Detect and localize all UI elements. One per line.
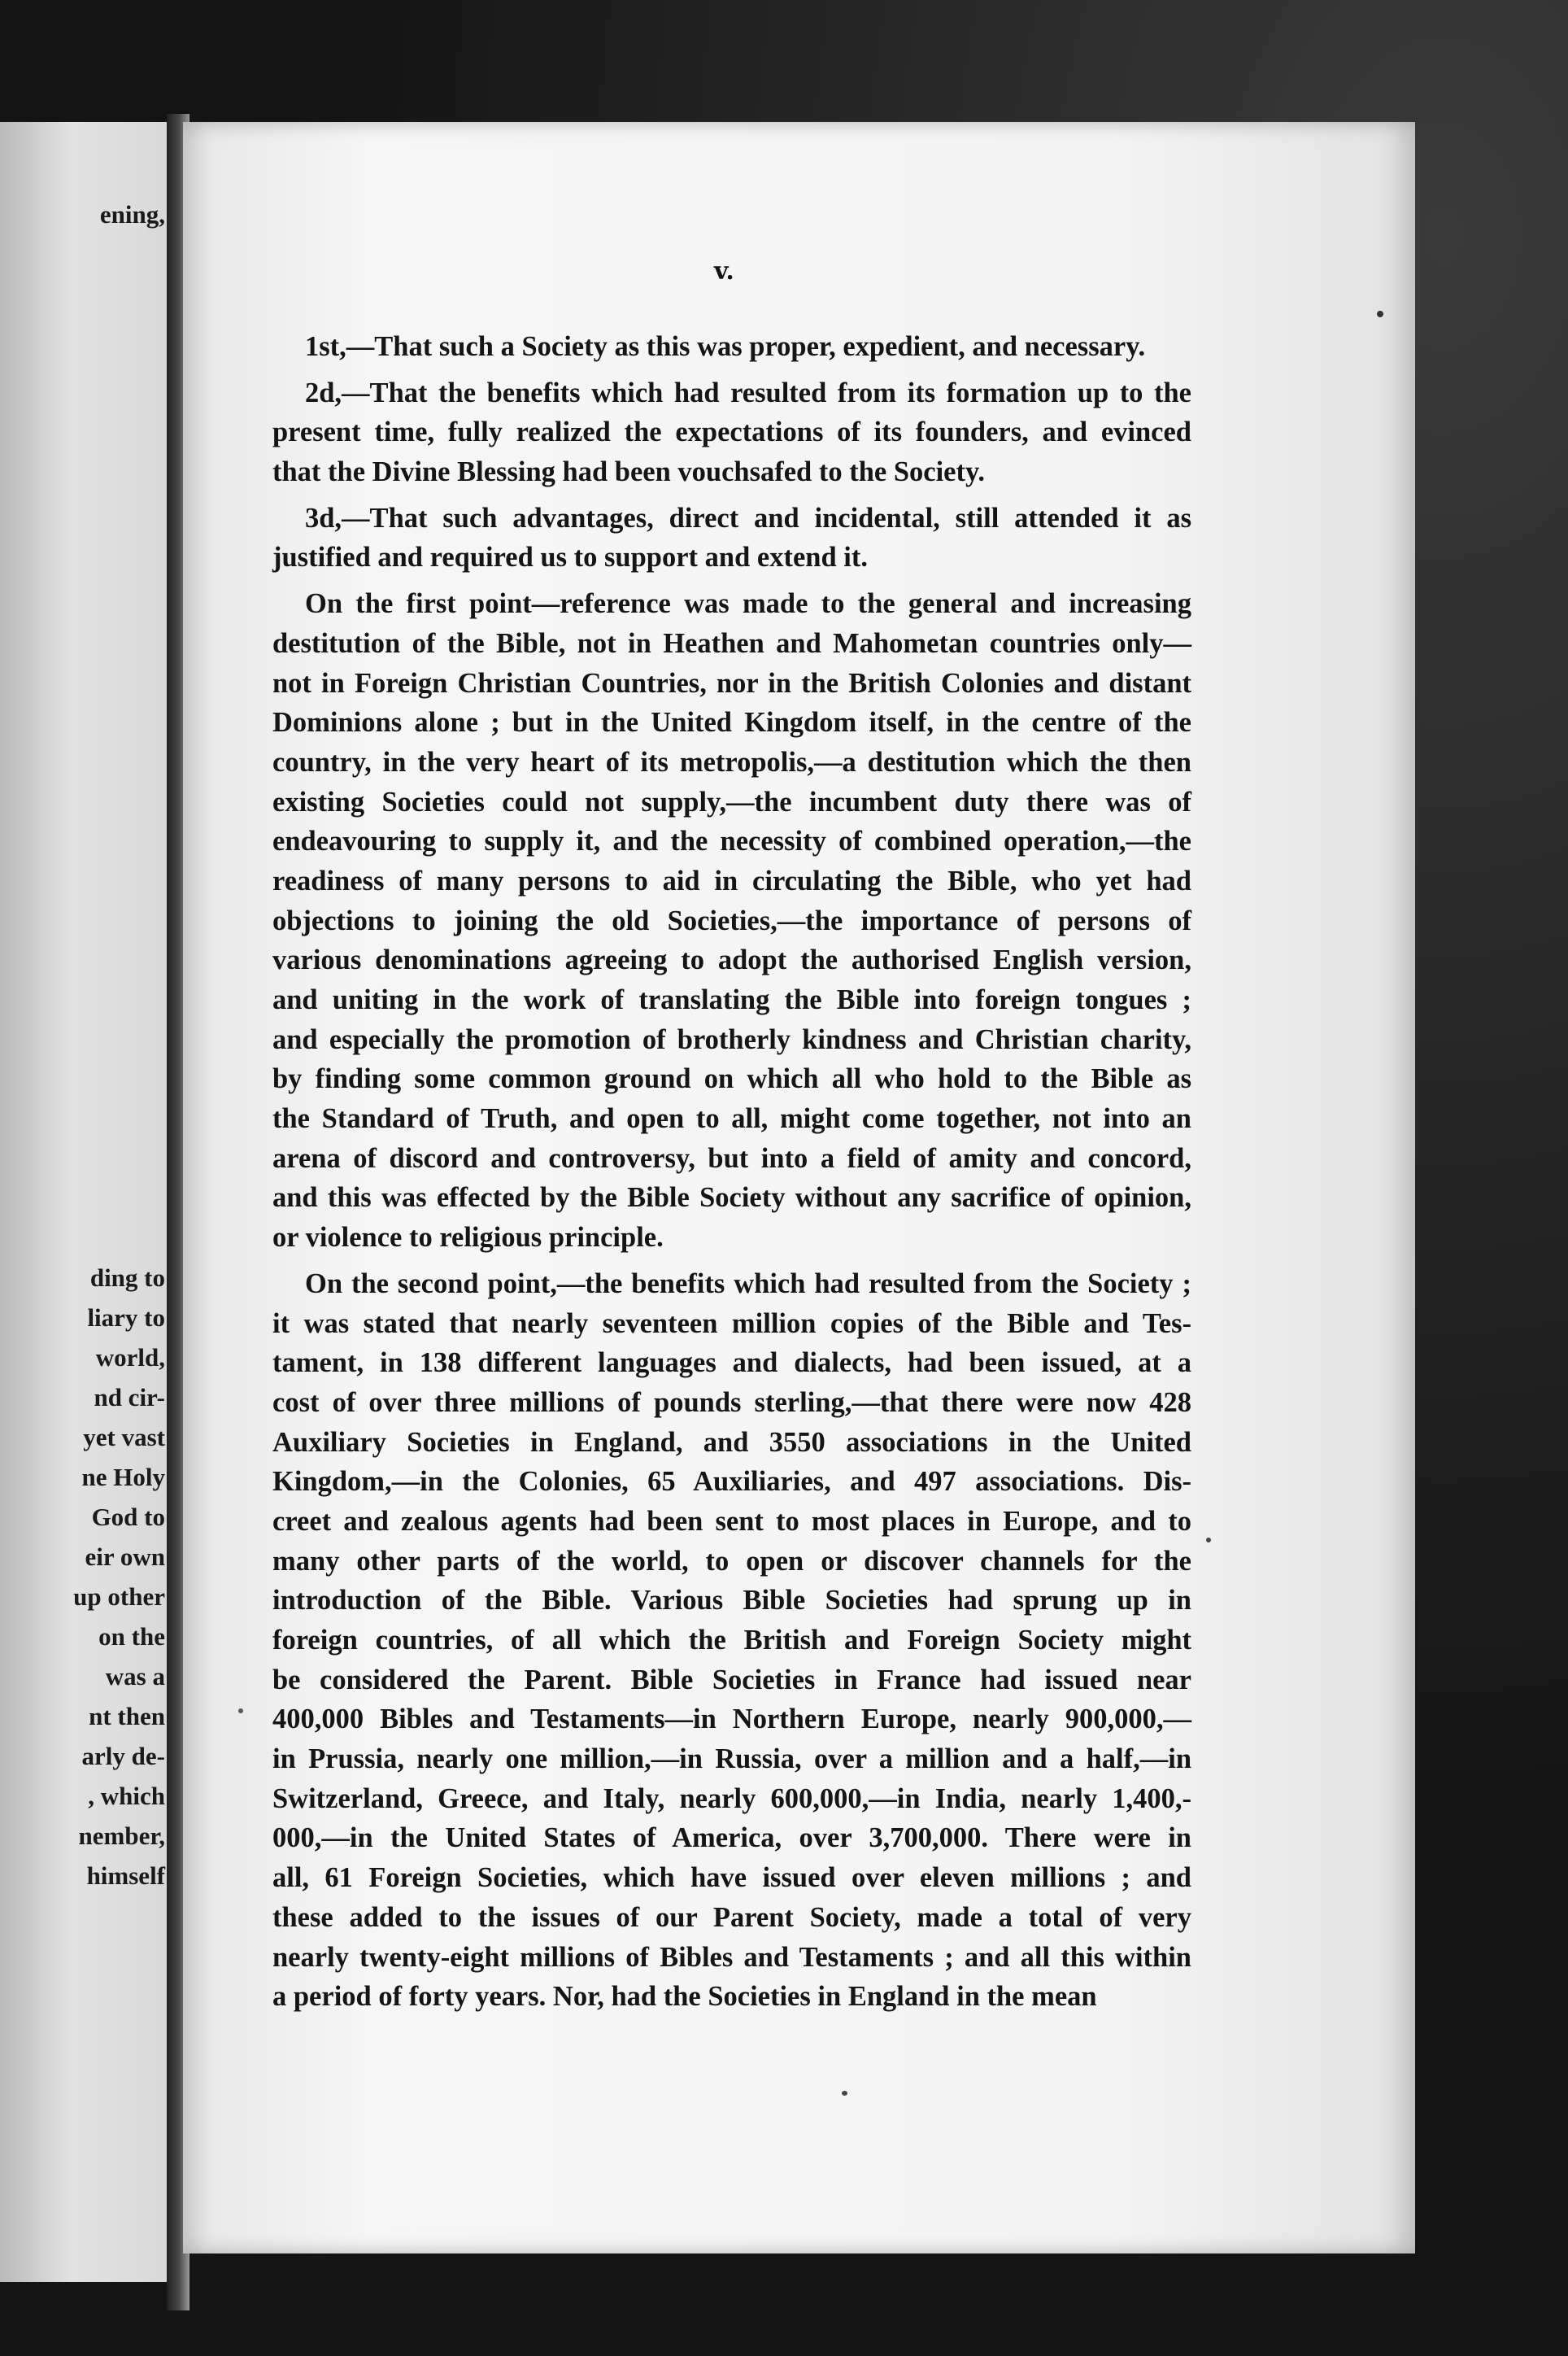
text-line: these added to the issues of our Parent Society, made a total of very xyxy=(272,1901,1191,1933)
text-line: Dominions alone ; but in the United Kingdom itself, in the centre of the xyxy=(272,707,1191,739)
text-line: not in Foreign Christian Countries, nor in the British Colonies and distant xyxy=(272,667,1191,699)
margin-fragment: up other xyxy=(73,1582,165,1611)
margin-fragment: ding to xyxy=(89,1263,165,1292)
text-line: all, 61 Foreign Societies, which have issued over eleven millions ; and xyxy=(272,1862,1191,1894)
text-line: justified and required us to support and extend it. xyxy=(272,542,868,574)
paragraph xyxy=(272,584,1191,1258)
text-line: foreign countries, of all which the British and Foreign Society might xyxy=(272,1625,1191,1656)
margin-fragment: , which xyxy=(88,1782,165,1810)
text-line: cost of over three millions of pounds sterling,—that there were now 428 xyxy=(272,1386,1191,1418)
text-line: Switzerland, Greece, and Italy, nearly 600,000,—in India, nearly 1,400,- xyxy=(272,1782,1191,1814)
text-line: Kingdom,—in the Colonies, 65 Auxiliaries, and 497 associations. Dis- xyxy=(272,1466,1191,1498)
text-line: On the first point—reference was made to the general and increasing xyxy=(305,588,1191,620)
page-number: v. xyxy=(714,257,734,286)
margin-fragment: nt then xyxy=(89,1702,165,1730)
margin-fragment: liary to xyxy=(87,1303,165,1332)
text-line: nearly twenty-eight millions of Bibles and Testaments ; and all this within xyxy=(272,1941,1191,1973)
text-line: by finding some common ground on which all who hold to the Bible as xyxy=(272,1063,1191,1095)
margin-fragment: ening, xyxy=(99,200,165,229)
margin-fragment: on the xyxy=(98,1622,165,1651)
text-line: or violence to religious principle. xyxy=(272,1222,664,1254)
paragraph xyxy=(272,327,1191,367)
text-line: many other parts of the world, to open or discover channels for the xyxy=(272,1545,1191,1577)
margin-fragment: himself xyxy=(86,1861,165,1890)
text-line: introduction of the Bible. Various Bible Societies had sprung up in xyxy=(272,1585,1191,1616)
text-line: in Prussia, nearly one million,—in Russia, over a million and a half,—in xyxy=(272,1743,1191,1775)
paragraph xyxy=(272,499,1191,578)
text-line: arena of discord and controversy, but into a field of amity and concord, xyxy=(272,1142,1191,1174)
text-line: 000,—in the United States of America, over 3,700,000. There were in xyxy=(272,1822,1191,1854)
margin-fragment: world, xyxy=(95,1343,165,1372)
text-line: and this was effected by the Bible Society without any sacrifice of opinion, xyxy=(272,1182,1191,1214)
margin-fragment: was a xyxy=(105,1662,165,1691)
text-line: destitution of the Bible, not in Heathen and Mahometan countries only— xyxy=(272,627,1191,659)
text-line: tament, in 138 different languages and dialects, had been issued, at a xyxy=(272,1347,1191,1379)
text-line: readiness of many persons to aid in circulating the Bible, who yet had xyxy=(272,865,1191,897)
body-text xyxy=(272,327,1191,2023)
text-line: that the Divine Blessing had been vouchsafed to the Society. xyxy=(272,456,985,488)
text-line: 2d,—That the benefits which had resulted from its formation up to the xyxy=(305,377,1191,408)
text-line: present time, fully realized the expectations of its founders, and evinced xyxy=(272,417,1191,448)
text-line: 1st,—That such a Society as this was proper, expedient, and necessary. xyxy=(305,331,1146,362)
text-line: and especially the promotion of brotherly kindness and Christian charity, xyxy=(272,1023,1191,1055)
margin-fragment: arly de- xyxy=(81,1742,165,1770)
margin-fragment: ne Holy xyxy=(81,1463,165,1491)
paragraph xyxy=(272,373,1191,492)
text-line: a period of forty years. Nor, had the Societies in England in the mean xyxy=(272,1981,1097,2013)
margin-fragment: yet vast xyxy=(83,1423,165,1451)
text-line: be considered the Parent. Bible Societies in France had issued near xyxy=(272,1664,1191,1695)
text-line: various denominations agreeing to adopt the authorised English version, xyxy=(272,945,1191,976)
text-line: country, in the very heart of its metropolis,—a destitution which the then xyxy=(272,746,1191,778)
margin-fragment: nember, xyxy=(78,1822,165,1850)
text-line: On the second point,—the benefits which had resulted from the Society ; xyxy=(305,1267,1191,1299)
margin-fragment: eir own xyxy=(85,1542,165,1571)
text-line: 400,000 Bibles and Testaments—in Northern Europe, nearly 900,000,— xyxy=(272,1704,1191,1735)
text-line: and uniting in the work of translating the Bible into foreign tongues ; xyxy=(272,984,1191,1015)
text-line: it was stated that nearly seventeen million copies of the Bible and Tes- xyxy=(272,1307,1191,1339)
text-line: the Standard of Truth, and open to all, might come together, not into an xyxy=(272,1103,1191,1135)
text-line: endeavouring to supply it, and the necessity of combined operation,—the xyxy=(272,826,1191,857)
text-line: 3d,—That such advantages, direct and incidental, still attended it as xyxy=(305,502,1191,534)
margin-fragment: nd cir- xyxy=(94,1383,165,1411)
margin-fragment: God to xyxy=(91,1503,165,1531)
paragraph xyxy=(272,1264,1191,2017)
facing-page-fragment xyxy=(0,122,175,2282)
text-line: existing Societies could not supply,—the incumbent duty there was of xyxy=(272,786,1191,818)
text-line: objections to joining the old Societies,—the importance of persons of xyxy=(272,905,1191,936)
bleed-through-text xyxy=(431,260,1147,299)
text-line: Auxiliary Societies in England, and 3550 associations in the United xyxy=(272,1426,1191,1458)
text-line: creet and zealous agents had been sent to most places in Europe, and to xyxy=(272,1505,1191,1537)
